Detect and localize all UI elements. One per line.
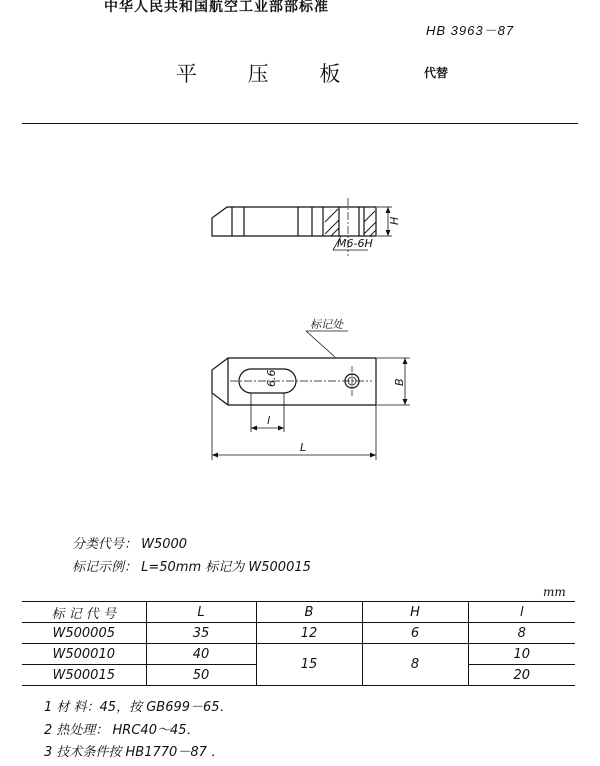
marking-example: 标记示例： L=50mm 标记为 W500015 (72, 560, 311, 575)
tech-requirement-conditions: 3 技术条件按 HB1770－87 ． (44, 745, 224, 760)
cell-code: W500010 (52, 646, 115, 662)
cell-code: W500005 (52, 625, 115, 641)
cell-H: 8 (362, 644, 468, 686)
cell-code: W500015 (52, 667, 115, 683)
page-title: 平 压 板 (176, 62, 363, 86)
replaces-label: 代替 (424, 66, 449, 80)
header-l: l (468, 602, 575, 623)
thread-label: M6-6H (337, 237, 373, 250)
table-row (22, 644, 575, 665)
standard-number: HB 3963－87 (426, 23, 515, 38)
cell-L: 40 (146, 644, 256, 665)
top-view (212, 331, 410, 460)
cell-L: 50 (146, 665, 256, 686)
header-code: 标 记 代 号 (51, 606, 116, 622)
header-H: H (362, 602, 468, 623)
classification-code: 分类代号： W5000 (72, 537, 188, 552)
cell-l: 8 (468, 623, 575, 644)
l-big-dimension-label: L (300, 441, 307, 454)
tech-requirement-heat-treatment: 2 热处理： HRC40～45． (44, 723, 200, 738)
table-header-row (22, 602, 575, 623)
unit-label: mm (543, 585, 566, 599)
h-dimension-label: H (388, 216, 401, 225)
marking-label: 标记处 (310, 318, 343, 331)
b-dimension-label: B (393, 378, 406, 386)
cell-L: 35 (146, 623, 256, 644)
header-L: L (146, 602, 256, 623)
cell-B: 12 (256, 623, 362, 644)
tech-requirement-material: 1 材 料：45，按 GB699－65． (44, 700, 233, 715)
table-row (22, 623, 575, 644)
organization-title: 中华人民共和国航空工业部部标准 (104, 0, 329, 15)
cell-l: 10 (468, 644, 575, 665)
cell-H: 6 (362, 623, 468, 644)
dimension-table (22, 601, 575, 686)
cell-l: 20 (468, 665, 575, 686)
cell-B: 15 (256, 644, 362, 686)
l-small-dimension-label: l (267, 414, 271, 427)
header-B: B (256, 602, 362, 623)
slot-width-label: 6.6 (265, 369, 278, 387)
